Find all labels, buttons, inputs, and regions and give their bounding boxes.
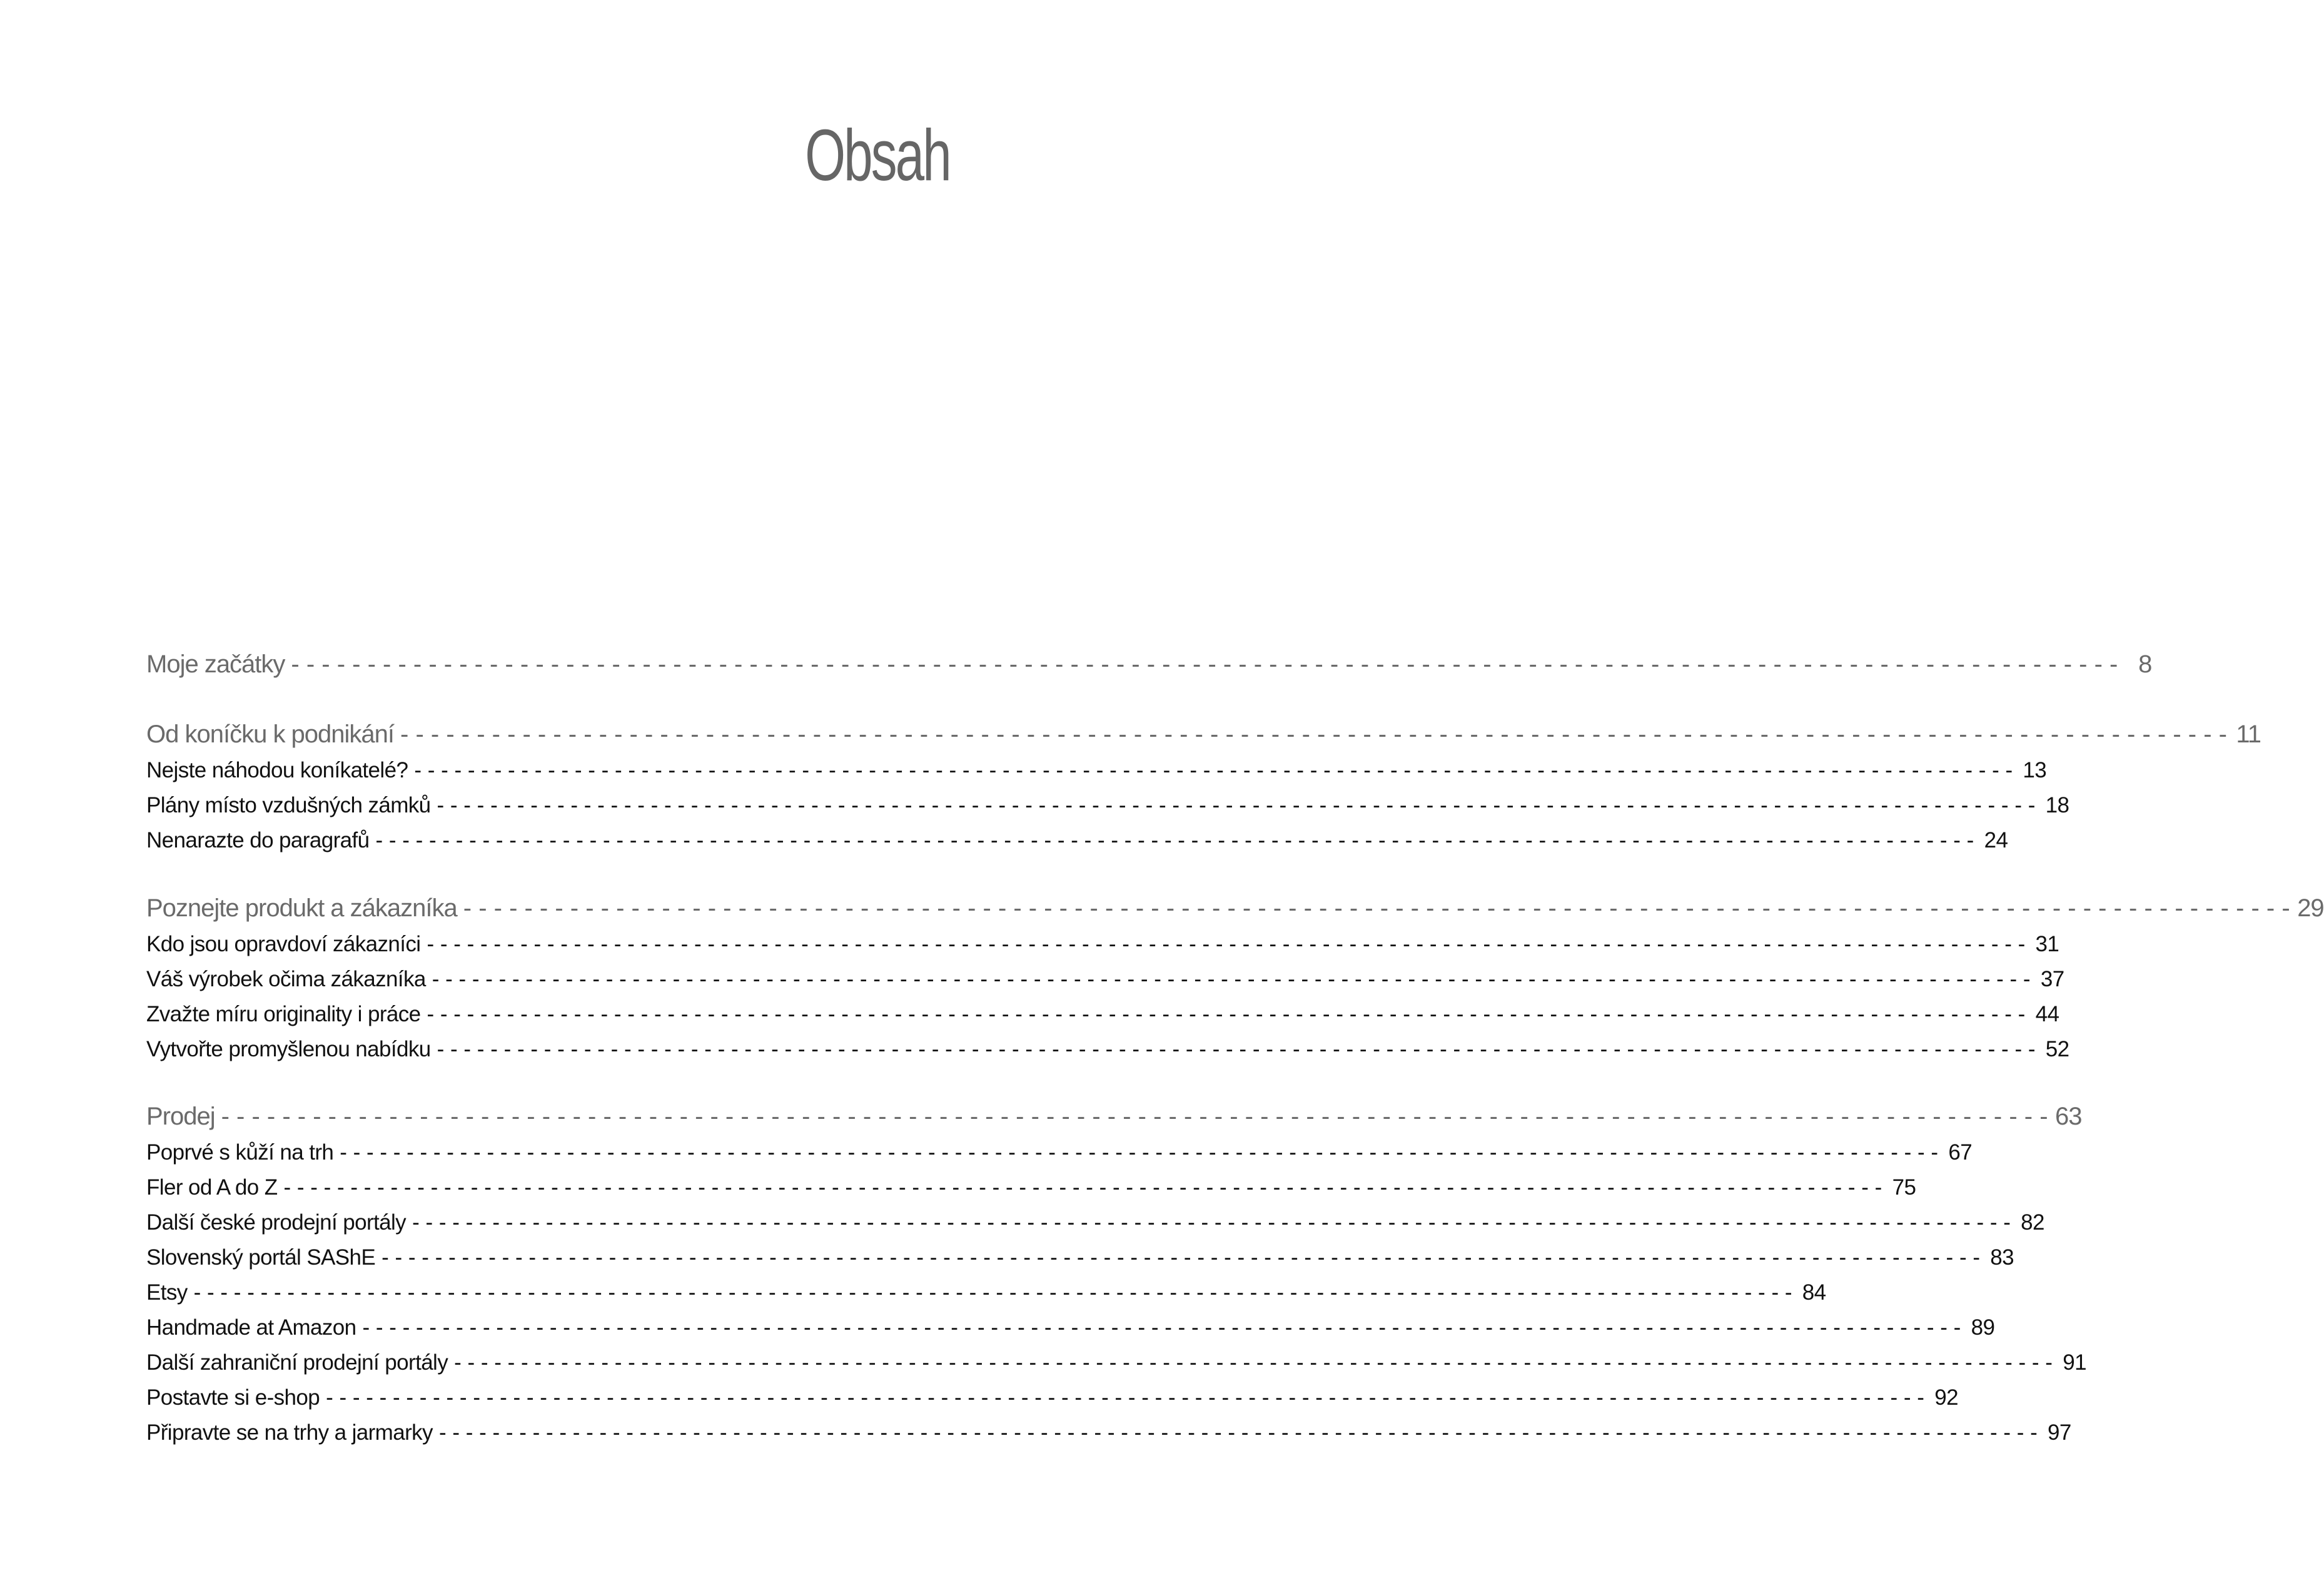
toc-chapter[interactable] <box>146 894 2324 929</box>
toc-entry-label: Vytvořte promyšlenou nabídku <box>146 1037 431 1061</box>
dot-leader: - - - - - - - - - - - - - - - - - - - - - - - - - - - - - - - - - - - - - - - - - - - - - - - - - - - - - - - - - - - - - - - - - - - - - - - - - - - - - - - - - - - - - - - - - - - - - - - - - - - - - - - - - - - - - - - - - - - - - - - - <box>375 828 1974 852</box>
toc-section[interactable] <box>146 1037 2069 1068</box>
toc-entry-label: Postavte si e-shop <box>146 1385 320 1410</box>
toc-page-number: 31 <box>2035 932 2059 956</box>
toc-page-number: 82 <box>2021 1210 2044 1235</box>
toc-section[interactable] <box>146 793 2069 824</box>
toc-page-number: 97 <box>2048 1420 2071 1445</box>
toc-page-number: 44 <box>2035 1002 2059 1026</box>
dot-leader: - - - - - - - - - - - - - - - - - - - - - - - - - - - - - - - - - - - - - - - - - - - - - - - - - - - - - - - - - - - - - - - - - - - - - - - - - - - - - - - - - - - - - - - - - - - - - - - - - - - - - - - - - - - - - - - - - - - - - - - - <box>437 793 2036 817</box>
dot-leader: - - - - - - - - - - - - - - - - - - - - - - - - - - - - - - - - - - - - - - - - - - - - - - - - - - - - - - - - - - - - - - - - - - - - - - - - - - - - - - - - - - - - - - - - - - - - - - - - - - - - - - - - - - - - - - - - - - - - - - - - <box>362 1315 1961 1340</box>
toc-chapter[interactable] <box>146 721 2261 756</box>
toc-chapter[interactable] <box>146 1103 2082 1138</box>
toc-section[interactable] <box>146 1280 1826 1312</box>
toc-page-number: 13 <box>2023 758 2047 782</box>
toc-page-number: 75 <box>1892 1175 1916 1200</box>
dot-leader: - - - - - - - - - - - - - - - - - - - - - - - - - - - - - - - - - - - - - - - - - - - - - - - - - - - - - - - - - - - - - - - - - - - - - - - - - - - - - - - - - - - - - - - - - - - - - - - - - - - - - - - - - - - - - - - - - - - - - - - - <box>381 1245 1980 1270</box>
toc-chapter[interactable] <box>146 650 2152 685</box>
dot-leader: - - - - - - - - - - - - - - - - - - - - - - - - - - - - - - - - - - - - - - - - - - - - - - - - - - - - - - - - - - - - - - - - - - - - - - - - - - - - - - - - - - - - - - - - - - - - - - - - - - - - - - - - - - - - - - - - - - - - - - - - <box>414 758 2013 782</box>
dot-leader: - - - - - - - - - - - - - - - - - - - - - - - - - - - - - - - - - - - - - - - - - - - - - - - - - - - - - - - - - - - - - - - - - - - - - - - - - - - - - - - - - - - - - - - - - - - - - - - - - - - - - - - - - - - - - - - - - - - - - - - - <box>193 1280 1792 1305</box>
toc-page-number: 24 <box>1984 828 2008 852</box>
dot-leader: - - - - - - - - - - - - - - - - - - - - - - - - - - - - - - - - - - - - - - - - - - - - - - - - - - - - - - - - - - - - - - - - - - - - - - - - - - - - - - - - - - - - - - - - - - - - - - - - - - - - - - - - - - - - - - - - - - - - - - - - <box>454 1350 2053 1375</box>
toc-page-number: 8 <box>2138 650 2152 678</box>
dot-leader: - - - - - - - - - - - - - - - - - - - - - - - - - - - - - - - - - - - - - - - - - - - - - - - - - - - - - - - - - - - - - - - - - - - - - - - - - - - - - - - - - - - - - - - - - - - - - - - - - - - - - - - - - - - - - - - - - - - - - - - - <box>412 1210 2011 1235</box>
toc-section[interactable] <box>146 1175 1916 1206</box>
toc-page-number: 18 <box>2045 793 2069 817</box>
toc-page-number: 52 <box>2045 1037 2069 1061</box>
toc-page-number: 83 <box>1990 1245 2014 1270</box>
toc-section[interactable] <box>146 828 2008 859</box>
toc-section[interactable] <box>146 1420 2071 1452</box>
toc-entry-label: Slovenský portál SAShE <box>146 1245 376 1270</box>
toc-section[interactable] <box>146 1002 2059 1033</box>
toc-entry-label: Poprvé s kůží na trh <box>146 1140 334 1165</box>
toc-entry-label: Kdo jsou opravdoví zákazníci <box>146 932 421 956</box>
dot-leader: - - - - - - - - - - - - - - - - - - - - - - - - - - - - - - - - - - - - - - - - - - - - - - - - - - - - - - - - - - - - - - - - - - - - - - - - - - - - - - - - - - - - - - - - - - - - - - - - - - - - - - - - - - - - - - - - - - - - - - - - <box>427 932 2026 956</box>
toc-section[interactable] <box>146 1140 1973 1171</box>
toc-page-number: 63 <box>2055 1103 2082 1130</box>
toc-page-number: 37 <box>2040 967 2064 991</box>
toc-entry-label: Další zahraniční prodejní portály <box>146 1350 448 1375</box>
toc-entry-label: Připravte se na trhy a jarmarky <box>146 1420 433 1445</box>
dot-leader: - - - - - - - - - - - - - - - - - - - - - - - - - - - - - - - - - - - - - - - - - - - - - - - - - - - - - - - - - - - - - - - - - - - - - - - - - - - - - - - - - - - - - - - - - - - - - - - - - - - - - - - - - - - - - - - - - - - - - - - - <box>438 1420 2038 1445</box>
toc-section[interactable] <box>146 967 2064 998</box>
dot-leader: - - - - - - - - - - - - - - - - - - - - - - - - - - - - - - - - - - - - - - - - - - - - - - - - - - - - - - - - - - - - - - - - - - - - - - - - - - - - - - - - - - - - - - - - - - - - - - - - - - - - - - - - - - - - - - - - - - - - - - - - <box>283 1175 1882 1200</box>
toc-entry-label: Prodej <box>146 1103 215 1130</box>
toc-entry-label: Poznejte produkt a zákazníka <box>146 894 457 922</box>
toc-page-number: 89 <box>1971 1315 1995 1340</box>
toc-entry-label: Etsy <box>146 1280 188 1305</box>
toc-page-number: 92 <box>1934 1385 1958 1410</box>
toc-section[interactable] <box>146 1245 2014 1277</box>
toc-entry-label: Od koníčku k podnikání <box>146 721 395 748</box>
dot-leader: - - - - - - - - - - - - - - - - - - - - - - - - - - - - - - - - - - - - - - - - - - - - - - - - - - - - - - - - - - - - - - - - - - - - - - - - - - - - - - - - - - - - - - - - - - - - - - - - - - - - - - - - - - - - - - - - - - - - - - - - <box>326 1385 1924 1410</box>
toc-page-number: 84 <box>1802 1280 1826 1305</box>
toc-entry-label: Fler od A do Z <box>146 1175 278 1200</box>
toc-section[interactable] <box>146 1350 2086 1382</box>
toc-page-number: 67 <box>1948 1140 1973 1165</box>
toc-page-number: 11 <box>2236 721 2261 748</box>
toc-entry-label: Zvažte míru originality i práce <box>146 1002 421 1026</box>
toc-entry-label: Váš výrobek očima zákazníka <box>146 967 426 991</box>
toc-page-number: 91 <box>2063 1350 2086 1375</box>
toc-entry-label: Nejste náhodou koníkatelé? <box>146 758 408 782</box>
toc-entry-label: Handmade at Amazon <box>146 1315 356 1340</box>
dot-leader: - - - - - - - - - - - - - - - - - - - - - - - - - - - - - - - - - - - - - - - - - - - - - - - - - - - - - - - - - - - - - - - - - - - - - - - - - - - - - - - - - - - - - - - - - - - - - - - - - - - - - - - - - - - - - - - - - - - - - - - - <box>432 967 2031 991</box>
toc-section[interactable] <box>146 758 2047 789</box>
dot-leader: - - - - - - - - - - - - - - - - - - - - - - - - - - - - - - - - - - - - - - - - - - - - - - - - - - - - - - - - - - - - - - - - - - - - - - - - - - - - - - - - - - - - - - - - - - - - - - - - - - - - - - - - - - - - - - - - - - - - - - - - <box>427 1002 2026 1026</box>
toc-entry-label: Další české prodejní portály <box>146 1210 407 1235</box>
toc-entry-label: Plány místo vzdušných zámků <box>146 793 431 817</box>
toc-entry-label: Nenarazte do paragrafů <box>146 828 370 852</box>
page-title: Obsah <box>805 114 950 196</box>
dot-leader: - - - - - - - - - - - - - - - - - - - - - - - - - - - - - - - - - - - - - - - - - - - - - - - - - - - - - - - - - - - - - - - - - - - - - - - - - - - - - - - - - - - - - - - - - - - - - - - - - - - - - - - - - - - - - - - - - - - - - - - - <box>340 1140 1939 1165</box>
toc-section[interactable] <box>146 1385 1958 1417</box>
dot-leader: - - - - - - - - - - - - - - - - - - - - - - - - - - - - - - - - - - - - - - - - - - - - - - - - - - - - - - - - - - - - - - - - - - - - - - - - - - - - - - - - - - - - - - - - - - - - - - - - - - - - - - - - - - - - - - - - - - - - - - - - <box>400 721 2227 748</box>
toc-section[interactable] <box>146 932 2059 963</box>
toc-section[interactable] <box>146 1210 2044 1242</box>
dot-leader: - - - - - - - - - - - - - - - - - - - - - - - - - - - - - - - - - - - - - - - - - - - - - - - - - - - - - - - - - - - - - - - - - - - - - - - - - - - - - - - - - - - - - - - - - - - - - - - - - - - - - - - - - - - - - - - - - - - - - - - - <box>221 1103 2048 1130</box>
dot-leader: - - - - - - - - - - - - - - - - - - - - - - - - - - - - - - - - - - - - - - - - - - - - - - - - - - - - - - - - - - - - - - - - - - - - - - - - - - - - - - - - - - - - - - - - - - - - - - - - - - - - - - - - - - - - - - - - - - - - - - - - <box>291 650 2118 678</box>
dot-leader: - - - - - - - - - - - - - - - - - - - - - - - - - - - - - - - - - - - - - - - - - - - - - - - - - - - - - - - - - - - - - - - - - - - - - - - - - - - - - - - - - - - - - - - - - - - - - - - - - - - - - - - - - - - - - - - - - - - - - - - - <box>463 894 2290 922</box>
dot-leader: - - - - - - - - - - - - - - - - - - - - - - - - - - - - - - - - - - - - - - - - - - - - - - - - - - - - - - - - - - - - - - - - - - - - - - - - - - - - - - - - - - - - - - - - - - - - - - - - - - - - - - - - - - - - - - - - - - - - - - - - <box>437 1037 2036 1061</box>
toc-entry-label: Moje začátky <box>146 650 285 678</box>
toc-page-number: 29 <box>2297 894 2324 922</box>
toc-section[interactable] <box>146 1315 1995 1347</box>
